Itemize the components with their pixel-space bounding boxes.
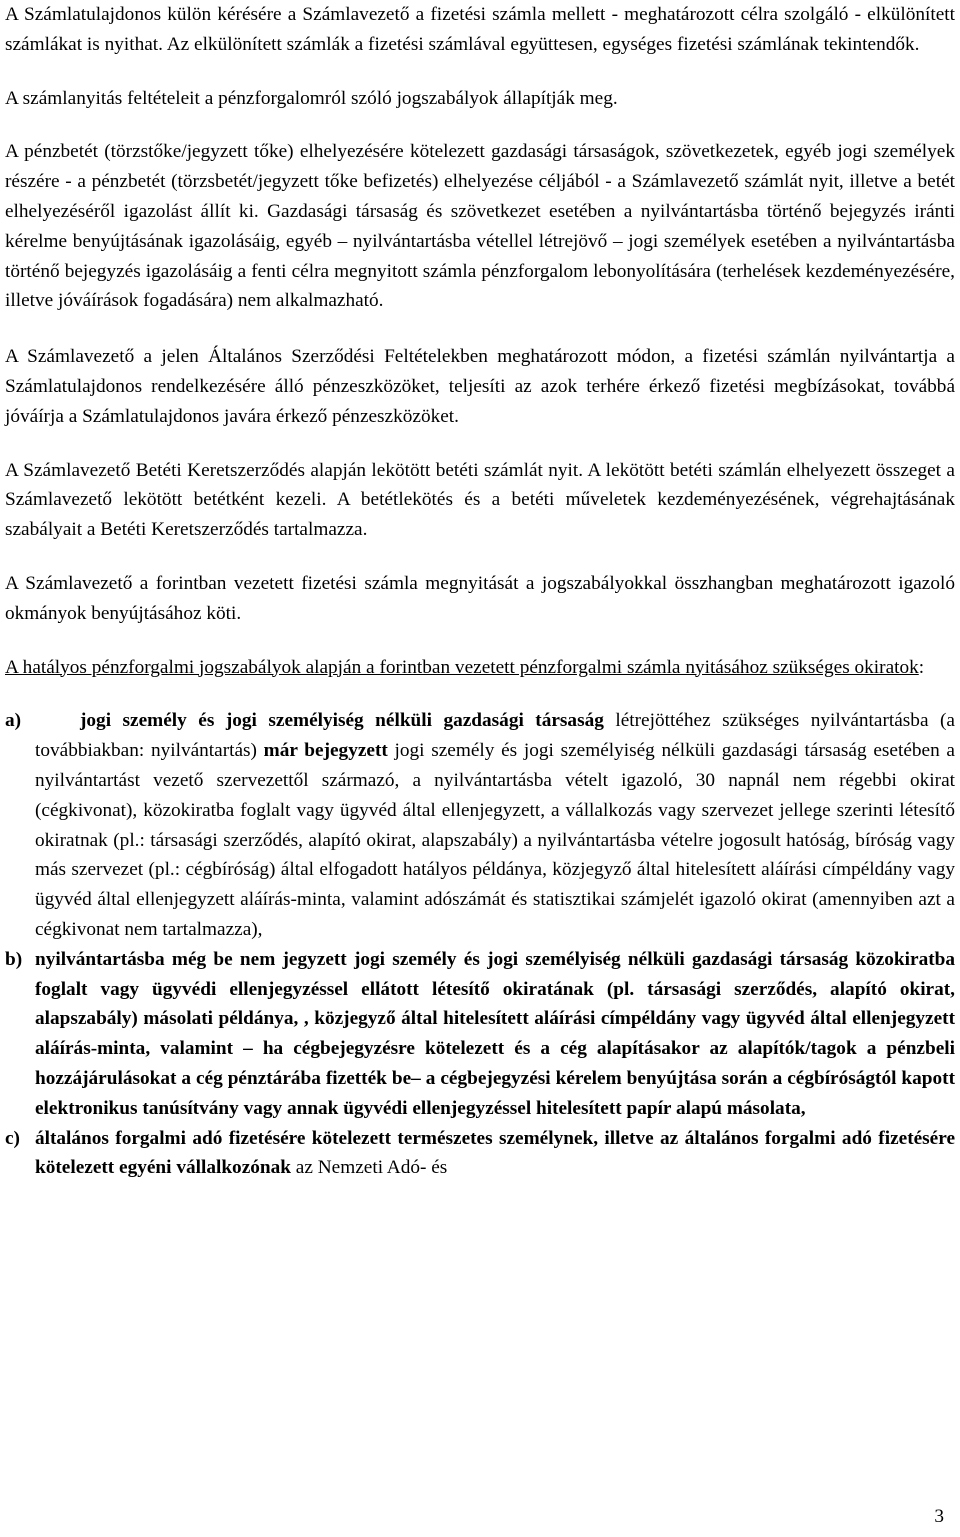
list-c-text-1: az Nemzeti Adó- és bbox=[290, 1157, 448, 1179]
list-item-a bbox=[5, 706, 955, 944]
list-c-bold-1: általános forgalmi adó fizetésére kötelezett természetes személynek, illetve az általános forgalmi adó fizetésére kötelezett egyéni vállalkozónak bbox=[35, 1127, 955, 1179]
list-marker-b: b) bbox=[5, 948, 23, 970]
list-b-bold-1: nyilvántartásba még be nem jegyzett jogi személy és jogi személyiség nélküli gazdasági társaság bbox=[35, 948, 849, 970]
paragraph-separate-accounts: A Számlatulajdonos külön kérésére a Számlavezető a fizetési számla mellett - meghatározott célra szolgáló - elkülönített számlákat is nyithat. Az elkülönített számlák a fizetési számlával együttesen, egységes fizetési számlának tekintendők. bbox=[5, 4, 955, 55]
required-documents-underlined: A hatályos pénzforgalmi jogszabályok alapján a forintban vezetett pénzforgalmi számla nyitásához szükséges okiratok bbox=[5, 656, 919, 678]
list-body-b bbox=[35, 945, 955, 1124]
document-page bbox=[5, 0, 955, 1537]
list-item-b bbox=[5, 945, 955, 1124]
paragraph-documents-requirement: A Számlavezető a forintban vezetett fizetési számla megnyitását a jogszabályokkal összhangban meghatározott igazoló okmányok benyújtásához köti. bbox=[5, 572, 955, 624]
required-documents-colon: : bbox=[918, 656, 925, 678]
list-body-a bbox=[35, 706, 955, 944]
list-a-text-1: létrejöttéhez szükséges nyilvántartásba (a továbbiakban: nyilvántartás) bbox=[35, 710, 955, 762]
list-marker-c: c) bbox=[5, 1127, 20, 1149]
list-marker-a: a) bbox=[5, 710, 22, 732]
paragraph-capital-deposit: A pénzbetét (törzstőke/jegyzett tőke) elhelyezésére kötelezett gazdasági társaságok, szövetkezetek, egyéb jogi személyek részére - a pénzbetét (törzsbetét/jegyzett tőke befizetés) elhelyezése céljából - a Számlavezető számlát nyit, illetve a betét elhelyezéséről igazolást állít ki. Gazdasági társaság és szövetkezet esetében a nyilvántartásba történő bejegyzés iránti kérelme benyújtásának igazolásáig, egyéb – nyilvántartásba vétellel létrejövő – jogi személyek esetében a nyilvántartásba történő bejegyzés igazolásáig a fenti célra megnyitott számla pénzforgalom lebonyolítására (terhelések kezdeményezésére, illetve jóváírások fogadására) nem alkalmazható. bbox=[5, 141, 955, 312]
paragraph-term-deposit: A Számlavezető Betéti Keretszerződés alapján lekötött betéti számlát nyit. A lekötött betéti számlán elhelyezett összeget a Számlavezető lekötött betétként kezeli. A betétlekötés és a betéti műveletek kezdeményezésének, végrehajtásának szabályait a Betéti Keretszerződés tartalmazza. bbox=[5, 459, 955, 541]
list-a-bold-1: jogi személy és jogi személyiség nélküli gazdasági társaság bbox=[80, 710, 604, 732]
list-a-text-2: jogi személy és jogi személyiség nélküli gazdasági társaság esetében a nyilvántartást vezető szervezettől származó, a nyilvántartásba vételt igazoló, 30 napnál nem régebbi okirat (cégkivonat), közokiratba foglalt vagy ügyvéd által ellenjegyzett, a vállalkozás vagy szervezet jellege szerinti létesítő okiratnak (pl.: társasági szerződés, alapító okirat, alapszabály) a nyilvántartásba vételre jogosult hatóság, bíróság vagy más szervezet (pl.: cégbíróság) által elfogadott hatályos példánya, közjegyző által hitelesített aláírási címpéldány vagy ügyvéd által ellenjegyzett aláírás-minta, valamint adószámát és statisztikai számjelét igazoló okirat (amennyiben azt a cégkivonat nem tartalmazza), bbox=[35, 740, 955, 940]
list-a-bold-2: már bejegyzett bbox=[263, 740, 388, 762]
list-b-text-1: közokiratba foglalt vagy ügyvédi ellenjegyzéssel ellátott létesítő okiratának (pl. társasági szerződés, alapító okirat, alapszabály) másolati példánya, , közjegyző által hitelesített aláírási címpéldány vagy ügyvéd által ellenjegyzett aláírás-minta, valamint – ha cégbejegyzésre kötelezett és a cég alapításakor az alapítók/tagok a pénzbeli hozzájárulásokat a cég pénztárába fizették be– a cégbejegyzési kérelem benyújtása során a cégbíróságtól kapott elektronikus tanúsítvány vagy annak ügyvédi ellenjegyzéssel hitelesített papír alapú másolata, bbox=[35, 948, 955, 1119]
paragraph-account-keeping: A Számlavezető a jelen Általános Szerződési Feltételekben meghatározott módon, a fizetési számlán nyilvántartja a Számlatulajdonos rendelkezésére álló pénzeszközöket, teljesíti az azok terhére érkező fizetési megbízásokat, továbbá jóváírja a Számlatulajdonos javára érkező pénzeszközöket. bbox=[5, 346, 955, 427]
paragraph-account-opening-conditions: A számlanyitás feltételeit a pénzforgalomról szóló jogszabályok állapítják meg. bbox=[5, 87, 618, 109]
list-body-c bbox=[35, 1124, 955, 1184]
paragraph-required-documents-heading bbox=[5, 653, 955, 683]
page-number: 3 bbox=[934, 1506, 944, 1527]
list-item-c bbox=[5, 1124, 955, 1184]
